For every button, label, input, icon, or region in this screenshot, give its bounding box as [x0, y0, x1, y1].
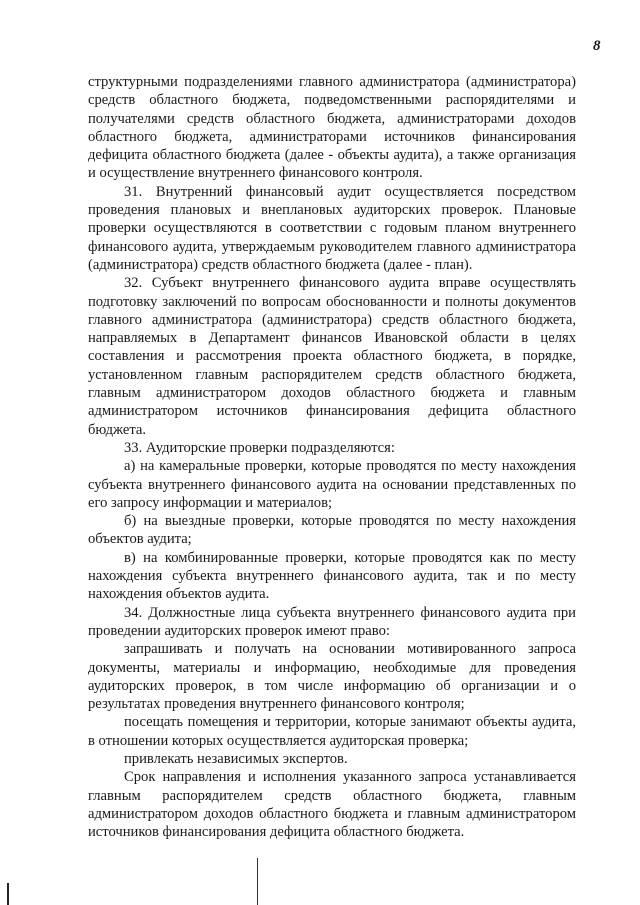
paragraph-34-right-3: привлекать независимых экспертов.	[124, 750, 348, 767]
page-number: 8	[593, 38, 601, 54]
paragraph-31: 31. Внутренний финансовый аудит осуществляется посредством проведения плановых и внеплановых аудиторских проверок. Плановые проверки осуществляются в соответствии с годовым планом внутреннего финансового аудита, утверждаемым руководителем главного администратора (администратора) средств областного бюджета (далее - план).	[88, 183, 576, 273]
paragraph-34-right-1: запрашивать и получать на основании мотивированного запроса документы, материалы и информацию, необходимые для проведения аудиторских проверок, в том числе информацию об организации и о результатах проведения внутреннего финансового контроля;	[88, 641, 576, 713]
paragraph-33-a: а) на камеральные проверки, которые проводятся по месту нахождения субъекта внутреннего финансового аудита на основании представленных по его запросу информации и материалов;	[88, 458, 576, 511]
paragraph-request-deadline: Срок направления и исполнения указанного запроса устанавливается главным распорядителем средств областного бюджета, главным администратором доходов областного бюджета и главным администратором источников финансирования дефицита областного бюджета.	[88, 769, 576, 841]
paragraph-32: 32. Субъект внутреннего финансового аудита вправе осуществлять подготовку заключений по вопросам обоснованности и полноты документов главного администратора (администратора) средств областного бюджета, направляемых в Департамент финансов Ивановской области в целях составления и рассмотрения проекта областного бюджета, в порядке, установленном главным распорядителем средств областного бюджета, главным администратором доходов областного бюджета и главным администратором источников финансирования дефицита областного бюджета.	[88, 275, 576, 438]
paragraph-34: 34. Должностные лица субъекта внутреннего финансового аудита при проведении аудиторских проверок имеют право:	[88, 604, 576, 639]
paragraph-continuation: структурными подразделениями главного администратора (администратора) средств областного бюджета, подведомственными распорядителями и получателями средств областного бюджета, администраторами доходов областного бюджета, администраторами источников финансирования дефицита областного бюджета (далее - объекты аудита), а также организация и осуществление внутреннего финансового контроля.	[88, 74, 576, 182]
scan-artifact-center	[257, 858, 258, 905]
paragraph-33-b: б) на выездные проверки, которые проводятся по месту нахождения объектов аудита;	[88, 513, 576, 548]
paragraph-34-right-2: посещать помещения и территории, которые занимают объекты аудита, в отношении которых осуществляется аудиторская проверка;	[88, 714, 576, 749]
paragraph-33: 33. Аудиторские проверки подразделяются:	[124, 439, 395, 456]
scan-artifact-left	[7, 883, 9, 905]
document-body	[88, 73, 576, 841]
paragraph-33-v: в) на комбинированные проверки, которые проводятся как по месту нахождения субъекта внутреннего финансового аудита, так и по месту нахождения объектов аудита.	[88, 549, 576, 603]
